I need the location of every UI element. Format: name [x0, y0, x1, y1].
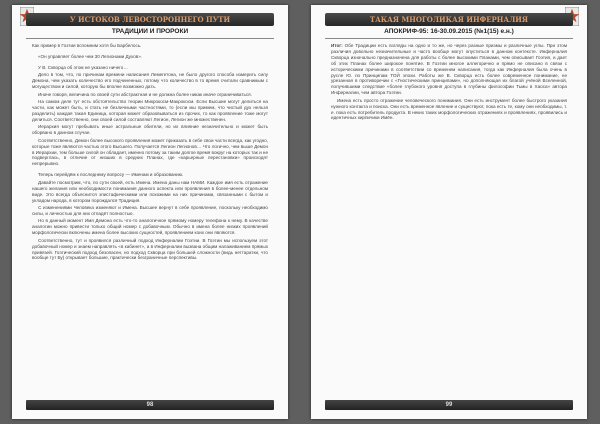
paragraph — [32, 172, 268, 178]
paragraph-text: У В. Скворца об этом не указано ничего… — [38, 64, 128, 70]
paragraph — [32, 54, 268, 60]
left-page — [12, 5, 288, 419]
page-footer-bar — [325, 400, 573, 410]
paragraph-text: Но в данный момент Имя Демона есть что-то аналогичное прямому номеру телефона к нему. В качестве аналогии можно привести только общий номер с добавочным. Обычно в имена более низких проявлений морфологически включены имена более высоких сущностей, проявлением коих они являются. — [32, 218, 268, 236]
page-header-bar — [325, 13, 573, 26]
paragraph — [32, 238, 268, 262]
paragraph-text: Теперь перейдём к последнему вопросу — Именам и образованию. — [38, 172, 184, 178]
paragraph — [331, 43, 567, 96]
paragraph-text: Как пример в Гоэтии вспомним хотя бы Барбелось. — [32, 43, 142, 48]
paragraph-text: Соответственно, Демон более высокого проявления может приказать в себе свои части всегда, как угодно, которые тоже являются частью этого Высшего. Получается Легион Легионов… Что логично, чем выше Демон в Иерархии, тем больше силой он обладает, именно потому за таким долгое время вокруг на которых так и не подверглась, в отличие от низших в средних Планах, где «карьерные перестановки» происходят непрерывно. — [32, 137, 269, 167]
paragraph — [32, 205, 268, 217]
paragraph — [32, 124, 268, 136]
paragraph-text: Имена есть просто отражение человеческого понимания. Они есть инструмент более быстрого указания нужного контакта и поиска. Они есть временное явление и существуют, пока есть те, кому они необходимы, т. е. пока есть потребитель продукта. В неких таких морфологических отражениях и проявлениях, проявились и идентичных кирпичики Имён. — [331, 97, 567, 121]
page-body-text — [331, 43, 567, 123]
paragraph — [32, 99, 268, 123]
paragraph — [32, 218, 268, 236]
issue-title: АПОКРИФ-95: 16-30.09.2015 (№1(15) е.н.) — [325, 28, 573, 39]
paragraph-lead: Итог: — [331, 43, 343, 48]
page-header-bar — [26, 13, 274, 26]
page-number: 99 — [445, 402, 453, 408]
paragraph-text: Обе Традиции есть взгляды на одно и то же, но через разные призмы и различные углы. При этом различия довольно незначительные и часто вообще могут опуститься в данном контексте. Инферналия Скворца изначально предназначена для работы с более высокими Планами, чем описывает Гоэтия, и дает об этих Планах более широкое понятие. В Гоэтии многое аллегорично и прямо не описано в связи с историческими причинами в соответствии со временем написания, тогда как Инферналия была очень в русле Ю. по Принципам ТОЙ эпохи. Работы же В. Скворца есть более современное понимание, не урезанная в противоречии с «Гностическими принципами», но дополняющая их благой учёной Вселенной, получившими следствие «более глубокого уровня доступа в глубины философии Тьмы в Хаоса» автора Инферналии, чем автора Гоэтии. — [331, 43, 567, 96]
paragraph-text: Иерархия могут пребывать иные астральные обители, но их влияние незначительно и может быть оборвано в данном случае. — [32, 124, 268, 136]
paragraph-text: Соответственно, тут и проявился различный подход Инферналии Гоэтии. В Гоэтии мы используем этот добавочный номер и знаем направлять «в кабинет», а в Инферналии вызвана общим налаживанием прямых привязей. Гоэтический подход безопасен, но подход Скворца при большей сложности (видь неттаратки, что вообще тут Бу) открывает большие, практически безграничные перспективы. — [32, 237, 268, 261]
paragraph-text: На самом деле тут есть обстоятельство теории Микрокосм-Макрокосм. Если Высшие могут делиться на части, как может быть, и стать не безличными частностями, то (если мы примем, что чистый дух нельзя разделить) каждая такая Единица, которая может образовываться из прочих, то как проявление тоже могут делиться. Соответственно, они своей силой составляют Легион, Легион же множественен. — [32, 99, 268, 122]
paragraph-text: Иначе говоря, величина по своей сути абстрактная и не должна более никак иначе ограничиваться. — [38, 91, 252, 97]
paragraph — [32, 138, 268, 168]
page-footer-bar — [26, 400, 274, 410]
right-page — [311, 5, 587, 419]
paragraph — [331, 98, 567, 122]
paragraph-text: Давайте посмотрим, что, по сути своей, есть Имена. Имена даны нам НАМИ. Каждое имя есть отражение нашего желания или необходимости понимания данного аспекта или проявления в более-менее отдельном виде. Это всегда объяснится эпистафическими или похожими на них причинами, связанными с бытом и укладом народа, в котором порождался Традиция. — [32, 179, 268, 203]
page-header-title: ТАКАЯ МНОГОЛИКАЯ ИНФЕРНАЛИЯ — [369, 15, 529, 24]
page-number: 98 — [146, 402, 154, 408]
paragraph — [32, 180, 268, 204]
paragraph-text: «Он управляет более чем 30 Легионами Духов». — [38, 53, 143, 59]
page-body-text — [32, 43, 268, 263]
paragraph-text: С изменениями Человека изменяют и Имена. Высшее вернут в себе проявление, поскольку необходимо силы, и личностью для них отпадёт полностью. — [32, 205, 268, 216]
paragraph — [32, 65, 268, 71]
paragraph — [32, 72, 268, 90]
paragraph-text: Дело в том, что, по причинам времени написания Лемегетона, не было другого способа измерить силу Демона, чем указать количество его подчиненных, потому что количество в то время считали сравнимым с могуществом и силой, которую бы вполне возможно дать. — [32, 72, 268, 90]
page-header-title: У ИСТОКОВ ЛЕВОСТОРОННЕГО ПУТИ — [69, 15, 231, 24]
paragraph — [32, 43, 268, 49]
paragraph — [32, 92, 268, 98]
section-title: ТРАДИЦИИ И ПРОРОКИ — [26, 28, 274, 39]
